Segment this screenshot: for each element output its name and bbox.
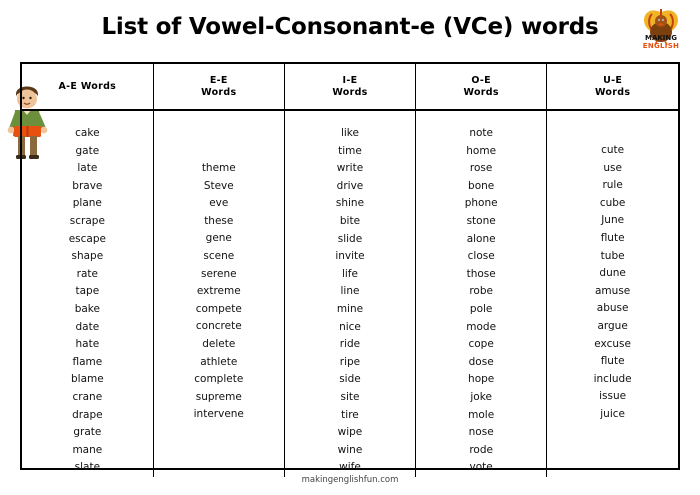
word-list-a-e xyxy=(22,111,153,477)
logo-line-1: MAKING xyxy=(644,34,678,42)
logo-wordmark xyxy=(630,35,692,50)
word-item: flame xyxy=(72,355,103,368)
table-header-row xyxy=(22,64,678,110)
word-item: drape xyxy=(72,408,103,421)
column-header-e-e xyxy=(153,64,284,110)
word-item: scrape xyxy=(69,214,105,227)
word-column-a-e xyxy=(22,110,153,477)
word-item: athlete xyxy=(200,355,238,368)
word-item: home xyxy=(466,144,497,157)
word-item: cube xyxy=(599,196,626,209)
word-item: flute xyxy=(600,231,625,244)
word-item: slide xyxy=(337,232,363,245)
word-item: concrete xyxy=(195,320,242,333)
word-item: life xyxy=(341,267,358,280)
word-item: write xyxy=(336,162,364,175)
word-item: hate xyxy=(75,338,100,351)
word-item: rose xyxy=(469,162,493,175)
word-item: side xyxy=(339,373,361,386)
word-item: amuse xyxy=(595,284,631,297)
word-item: late xyxy=(77,162,98,175)
word-item: extreme xyxy=(196,285,241,298)
word-item: theme xyxy=(201,162,236,174)
word-item: rule xyxy=(602,179,623,192)
word-item: complete xyxy=(194,373,244,386)
word-item: intervene xyxy=(193,408,244,421)
word-column-o-e xyxy=(416,110,547,477)
word-item: ripe xyxy=(339,355,361,368)
word-list-i-e xyxy=(285,111,415,477)
word-item: tape xyxy=(75,285,100,298)
word-column-u-e xyxy=(547,110,678,477)
column-header-e-e-line1: E-E xyxy=(209,74,228,86)
column-header-u-e xyxy=(547,64,678,110)
word-item: mole xyxy=(468,408,495,421)
word-item: blame xyxy=(70,373,104,386)
word-item: grate xyxy=(73,426,102,439)
word-column-i-e xyxy=(284,110,415,477)
making-english-fun-logo xyxy=(630,4,692,52)
word-item: scene xyxy=(203,249,235,262)
logo-line-2: ENGLISH xyxy=(642,41,680,50)
word-item: phone xyxy=(464,197,498,210)
word-item: bake xyxy=(74,302,100,315)
word-item: like xyxy=(340,127,359,139)
word-item: gene xyxy=(205,232,232,245)
word-item: eve xyxy=(209,197,229,210)
word-column-e-e xyxy=(153,110,284,477)
word-item: dose xyxy=(468,355,494,368)
word-item: wipe xyxy=(337,426,363,439)
word-item: include xyxy=(593,372,632,385)
vce-words-table xyxy=(20,62,680,474)
column-header-i-e xyxy=(284,64,415,110)
word-item: crane xyxy=(72,390,103,403)
word-item: mine xyxy=(336,302,364,315)
word-item: line xyxy=(340,285,360,298)
word-item: cake xyxy=(75,127,100,139)
word-item: hope xyxy=(468,373,495,386)
word-item: vote xyxy=(469,461,493,474)
column-header-i-e-line2: Words xyxy=(332,86,368,98)
word-item: mode xyxy=(466,320,497,333)
word-item: date xyxy=(75,320,100,333)
word-item: compete xyxy=(195,302,242,315)
word-item: those xyxy=(466,267,496,280)
word-item: rate xyxy=(76,267,98,280)
word-item: tire xyxy=(341,408,359,421)
word-item: cope xyxy=(468,338,494,351)
column-header-o-e-line2: Words xyxy=(463,86,499,98)
word-list-e-e xyxy=(154,111,284,424)
column-header-u-e-line2: Words xyxy=(594,86,631,98)
word-item: tube xyxy=(600,249,625,262)
word-item: wife xyxy=(339,461,361,474)
word-item: wine xyxy=(337,443,363,456)
word-item: serene xyxy=(200,267,237,280)
word-item: bite xyxy=(339,214,361,227)
word-item: rode xyxy=(469,443,493,456)
word-item: pole xyxy=(469,302,493,315)
word-item: delete xyxy=(202,337,236,350)
word-item: time xyxy=(338,144,362,157)
word-list-o-e xyxy=(416,111,546,477)
word-item: robe xyxy=(469,285,493,298)
column-header-a-e xyxy=(22,64,153,110)
word-list-u-e xyxy=(547,111,678,424)
word-item: excuse xyxy=(594,337,631,350)
word-item: these xyxy=(204,214,234,227)
word-item: use xyxy=(603,161,622,174)
word-item: shine xyxy=(335,197,365,210)
word-item: cute xyxy=(601,144,625,156)
word-item: Steve xyxy=(203,179,234,192)
column-header-e-e-line2: Words xyxy=(201,86,237,98)
column-header-u-e-line1: U-E xyxy=(603,74,623,86)
word-item: nose xyxy=(468,426,494,439)
word-item: June xyxy=(601,214,625,227)
word-item: escape xyxy=(68,232,106,245)
word-item: note xyxy=(469,127,493,139)
word-item: drive xyxy=(336,179,364,192)
word-item: bone xyxy=(468,179,495,192)
word-item: brave xyxy=(72,179,103,192)
word-item: alone xyxy=(466,232,496,245)
word-item: mane xyxy=(72,443,103,456)
word-item: shape xyxy=(71,250,104,263)
word-item: supreme xyxy=(195,390,242,403)
word-item: argue xyxy=(597,319,628,332)
word-item: invite xyxy=(335,250,365,263)
word-item: joke xyxy=(470,390,492,403)
word-item: plane xyxy=(72,197,102,210)
word-item: site xyxy=(340,390,360,403)
word-item: flute xyxy=(600,355,625,368)
table-body-row xyxy=(22,110,678,477)
word-item: abuse xyxy=(596,302,629,315)
column-header-o-e xyxy=(416,64,547,110)
word-item: dune xyxy=(599,267,626,280)
column-header-a-e-line1: A-E Words xyxy=(58,80,117,92)
word-item: slate xyxy=(74,461,101,474)
footer-website: makingenglishfun.com xyxy=(301,475,399,485)
column-header-o-e-line1: O-E xyxy=(471,74,491,86)
word-item: juice xyxy=(600,407,625,420)
word-item: gate xyxy=(75,144,100,157)
page-title: List of Vowel-Consonant-e (VCe) words xyxy=(101,14,599,40)
word-item: nice xyxy=(339,320,361,333)
word-item: ride xyxy=(339,338,361,351)
column-header-i-e-line1: I-E xyxy=(342,74,358,86)
word-item: issue xyxy=(599,390,627,403)
word-item: close xyxy=(467,250,495,263)
word-item: stone xyxy=(466,214,496,227)
